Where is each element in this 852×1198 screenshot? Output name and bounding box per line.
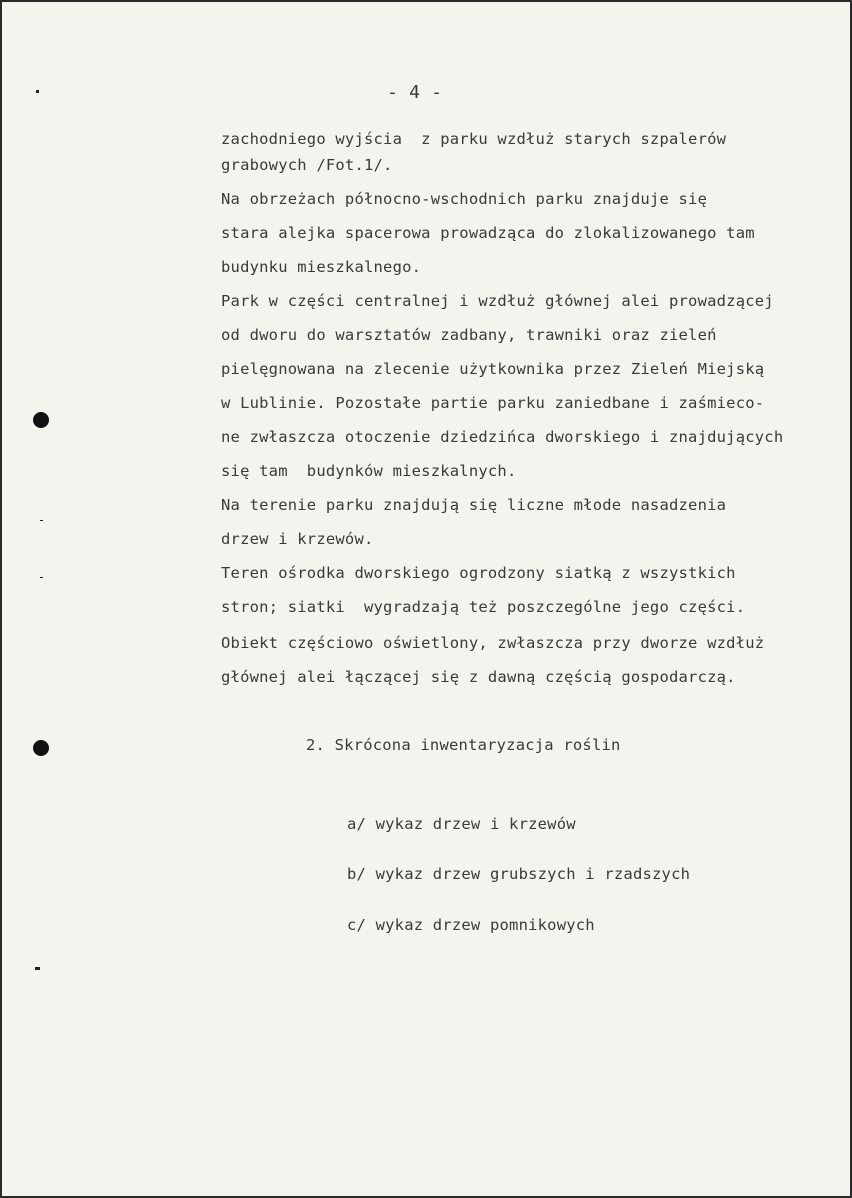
paragraph-line: Obiekt częściowo oświetlony, zwłaszcza przy dworze wzdłuż	[221, 634, 765, 652]
speck-mark	[35, 967, 40, 970]
paragraph-line: budynku mieszkalnego.	[221, 258, 422, 276]
page-number: - 4 -	[387, 82, 443, 103]
list-item: b/ wykaz drzew grubszych i rzadszych	[347, 865, 691, 883]
speck-mark	[36, 90, 39, 93]
paragraph-line: w Lublinie. Pozostałe partie parku zaniedbane i zaśmieco-	[221, 394, 765, 412]
paragraph-line: od dworu do warsztatów zadbany, trawniki oraz zieleń	[221, 326, 717, 344]
section-heading: 2. Skrócona inwentaryzacja roślin	[306, 736, 621, 754]
paragraph-line: ne zwłaszcza otoczenie dziedzińca dworskiego i znajdujących	[221, 428, 784, 446]
paragraph-line: drzew i krzewów.	[221, 530, 374, 548]
punch-hole-bottom	[33, 740, 49, 756]
paragraph-line: głównej alei łączącej się z dawną częścią gospodarczą.	[221, 668, 736, 686]
paragraph-line: Teren ośrodka dworskiego ogrodzony siatką z wszystkich	[221, 564, 736, 582]
punch-hole-top	[33, 412, 49, 428]
paragraph-line: Na obrzeżach północno-wschodnich parku znajduje się	[221, 190, 708, 208]
list-item: c/ wykaz drzew pomnikowych	[347, 916, 595, 934]
list-item: a/ wykaz drzew i krzewów	[347, 815, 576, 833]
paragraph-line: się tam budynków mieszkalnych.	[221, 462, 517, 480]
paragraph-line: stron; siatki wygradzają też poszczególne jego części.	[221, 598, 746, 616]
speck-mark	[40, 577, 43, 578]
paragraph-line: pielęgnowana na zlecenie użytkownika przez Zieleń Miejską	[221, 360, 765, 378]
paragraph-line: Na terenie parku znajdują się liczne młode nasadzenia	[221, 496, 727, 514]
paragraph-line: grabowych /Fot.1/.	[221, 156, 393, 174]
paragraph-line: zachodniego wyjścia z parku wzdłuż starych szpalerów	[221, 130, 727, 148]
paragraph-line: stara alejka spacerowa prowadząca do zlokalizowanego tam	[221, 224, 755, 242]
speck-mark	[40, 520, 43, 521]
paragraph-line: Park w części centralnej i wzdłuż głównej alei prowadzącej	[221, 292, 774, 310]
